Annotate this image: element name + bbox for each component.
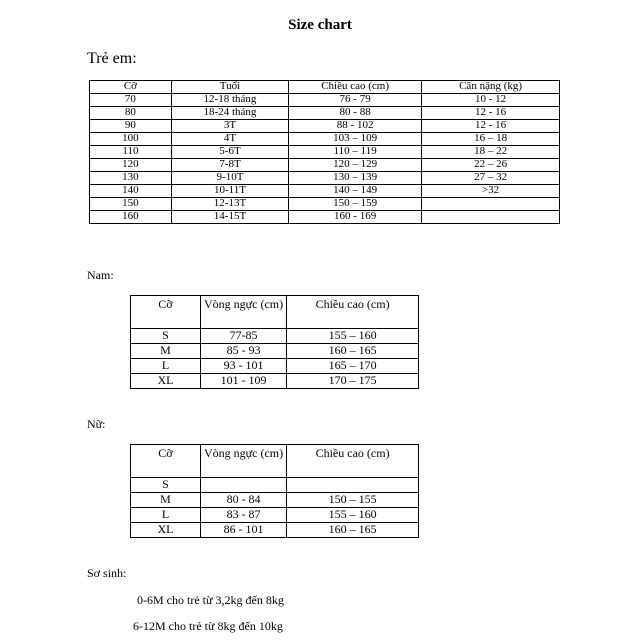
table-row	[90, 198, 560, 211]
table-row	[131, 493, 419, 508]
table-row	[90, 107, 560, 120]
cell-weight	[422, 211, 560, 224]
cell-size: S	[131, 329, 201, 344]
header-chest: Vòng ngực (cm)	[200, 445, 286, 478]
cell-age: 12-13T	[171, 198, 288, 211]
cell-height: 155 – 160	[287, 508, 419, 523]
cell-age: 18-24 tháng	[171, 107, 288, 120]
cell-age: 10-11T	[171, 185, 288, 198]
cell-chest: 80 - 84	[200, 493, 286, 508]
cell-weight: 27 – 32	[422, 172, 560, 185]
table-row	[90, 159, 560, 172]
cell-height: 88 - 102	[289, 120, 422, 133]
table-row	[90, 120, 560, 133]
header-age: Tuổi	[171, 81, 288, 94]
table-row	[90, 146, 560, 159]
kids-heading: Trẻ em:	[87, 50, 137, 67]
cell-height: 103 – 109	[289, 133, 422, 146]
cell-age: 3T	[171, 120, 288, 133]
table-row	[131, 523, 419, 538]
table-row	[131, 478, 419, 493]
newborn-line-0-6m: 0-6M cho trẻ từ 3,2kg đến 8kg	[137, 593, 284, 607]
table-header-row	[131, 296, 419, 329]
cell-chest: 101 - 109	[200, 374, 286, 389]
cell-size: 90	[90, 120, 172, 133]
cell-size: M	[131, 493, 201, 508]
cell-age: 4T	[171, 133, 288, 146]
table-header-row	[131, 445, 419, 478]
cell-age: 12-18 tháng	[171, 94, 288, 107]
table-row	[90, 185, 560, 198]
cell-size: 140	[90, 185, 172, 198]
cell-age: 7-8T	[171, 159, 288, 172]
cell-weight: >32	[422, 185, 560, 198]
cell-height: 80 - 88	[289, 107, 422, 120]
cell-height: 150 – 159	[289, 198, 422, 211]
cell-chest: 83 - 87	[200, 508, 286, 523]
cell-size: M	[131, 344, 201, 359]
table-row	[90, 211, 560, 224]
cell-size: L	[131, 508, 201, 523]
table-row	[90, 133, 560, 146]
cell-height: 120 – 129	[289, 159, 422, 172]
cell-size: L	[131, 359, 201, 374]
header-height: Chiều cao (cm)	[287, 296, 419, 329]
men-heading: Nam:	[87, 268, 114, 282]
cell-size: 120	[90, 159, 172, 172]
cell-height: 160 – 165	[287, 344, 419, 359]
header-height: Chiều cao (cm)	[289, 81, 422, 94]
cell-height: 170 – 175	[287, 374, 419, 389]
cell-height: 110 – 119	[289, 146, 422, 159]
cell-weight: 12 - 16	[422, 120, 560, 133]
cell-height: 165 – 170	[287, 359, 419, 374]
cell-height: 160 - 169	[289, 211, 422, 224]
header-weight: Cân nặng (kg)	[422, 81, 560, 94]
cell-size: 150	[90, 198, 172, 211]
cell-height	[287, 478, 419, 493]
table-header-row	[90, 81, 560, 94]
cell-weight: 22 – 26	[422, 159, 560, 172]
cell-weight: 18 – 22	[422, 146, 560, 159]
header-height: Chiều cao (cm)	[287, 445, 419, 478]
newborn-line-6-12m: 6-12M cho trẻ từ 8kg đến 10kg	[133, 619, 283, 633]
table-row	[90, 94, 560, 107]
cell-weight	[422, 198, 560, 211]
header-size: Cỡ	[131, 296, 201, 329]
men-size-table	[130, 295, 419, 389]
cell-size: 80	[90, 107, 172, 120]
cell-age: 5-6T	[171, 146, 288, 159]
page-title: Size chart	[288, 17, 352, 33]
header-chest: Vòng ngực (cm)	[200, 296, 286, 329]
cell-height: 155 – 160	[287, 329, 419, 344]
kids-size-table	[89, 80, 560, 224]
cell-size: 110	[90, 146, 172, 159]
table-row	[90, 172, 560, 185]
cell-weight: 10 - 12	[422, 94, 560, 107]
cell-age: 14-15T	[171, 211, 288, 224]
women-size-table	[130, 444, 419, 538]
cell-chest: 93 - 101	[200, 359, 286, 374]
cell-chest: 85 - 93	[200, 344, 286, 359]
table-row	[131, 508, 419, 523]
cell-chest	[200, 478, 286, 493]
table-row	[131, 374, 419, 389]
women-heading: Nữ:	[87, 417, 106, 431]
cell-weight: 12 - 16	[422, 107, 560, 120]
table-row	[131, 344, 419, 359]
cell-size: 100	[90, 133, 172, 146]
cell-weight: 16 – 18	[422, 133, 560, 146]
cell-height: 150 – 155	[287, 493, 419, 508]
header-size: Cỡ	[90, 81, 172, 94]
cell-size: XL	[131, 523, 201, 538]
cell-age: 9-10T	[171, 172, 288, 185]
cell-size: 160	[90, 211, 172, 224]
cell-chest: 77-85	[200, 329, 286, 344]
cell-height: 130 – 139	[289, 172, 422, 185]
cell-height: 140 – 149	[289, 185, 422, 198]
table-row	[131, 329, 419, 344]
cell-size: XL	[131, 374, 201, 389]
cell-size: S	[131, 478, 201, 493]
cell-chest: 86 - 101	[200, 523, 286, 538]
newborn-heading: Sơ sinh:	[87, 566, 127, 580]
cell-height: 76 - 79	[289, 94, 422, 107]
cell-size: 70	[90, 94, 172, 107]
header-size: Cỡ	[131, 445, 201, 478]
cell-size: 130	[90, 172, 172, 185]
table-row	[131, 359, 419, 374]
cell-height: 160 – 165	[287, 523, 419, 538]
